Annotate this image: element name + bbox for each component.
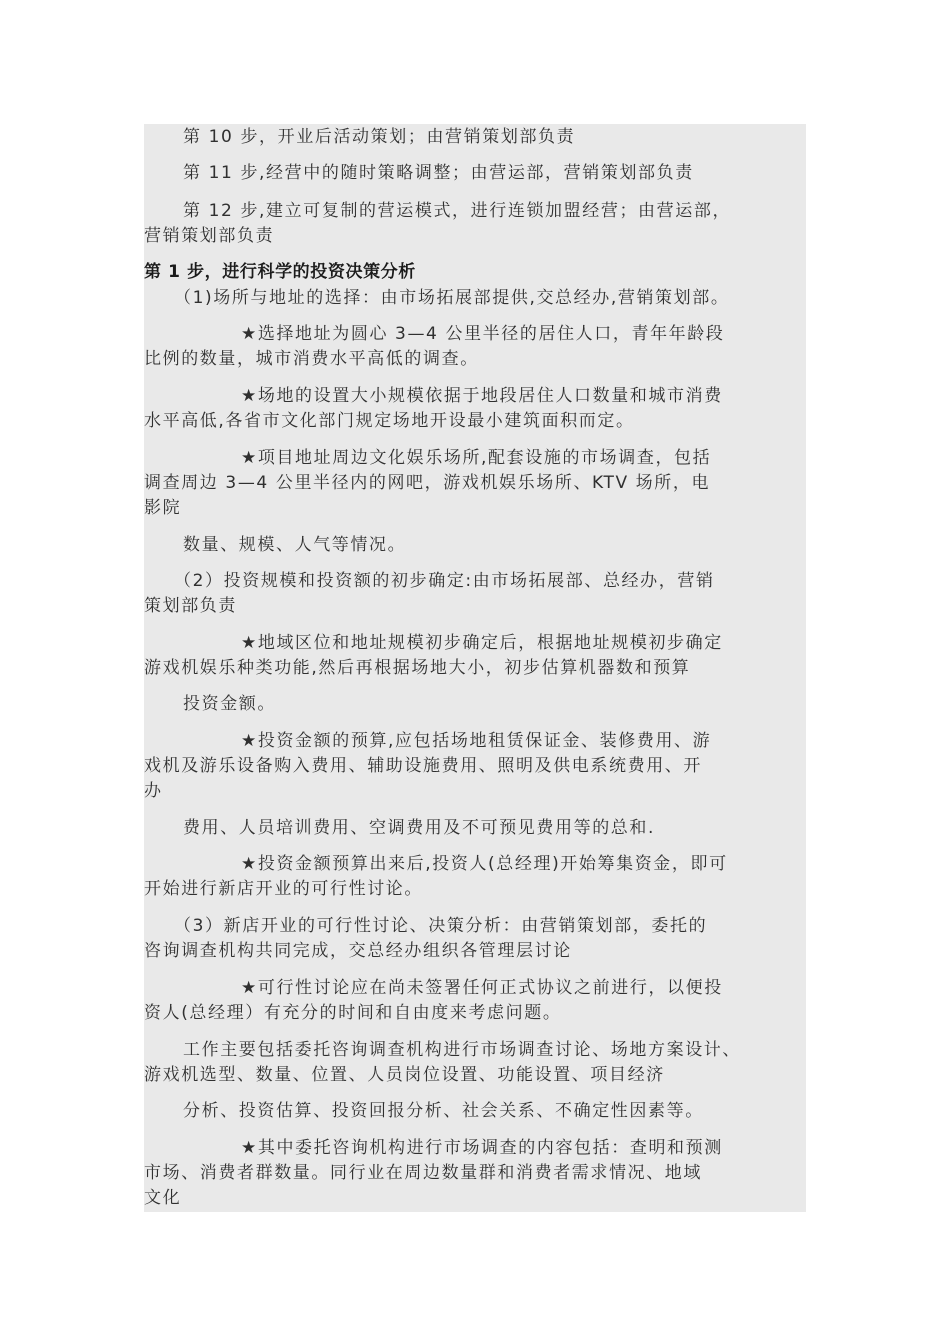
paragraph-step-10: 第 10 步，开业后活动策划；由营销策划部负责 — [183, 127, 576, 147]
paragraph-step-11: 第 11 步,经营中的随时策略调整；由营运部，营销策划部负责 — [183, 163, 694, 183]
bullet-line-cont: 资人(总经理）有充分的时间和自由度来考虑问题。 — [144, 1003, 562, 1023]
bullet-line: ★选择地址为圆心 3—4 公里半径的居住人口，青年年龄段 — [241, 324, 725, 344]
paragraph-line-cont: 游戏机选型、数量、位置、人员岗位设置、功能设置、项目经济 — [144, 1065, 665, 1085]
bullet-line: ★项目地址周边文化娱乐场所,配套设施的市场调查，包括 — [241, 448, 712, 468]
paragraph-line: 分析、投资估算、投资回报分析、社会关系、不确定性因素等。 — [183, 1101, 704, 1121]
bullet-line-cont: 水平高低,各省市文化部门规定场地开设最小建筑面积而定。 — [144, 411, 635, 431]
section-heading: 第 1 步，进行科学的投资决策分析 — [144, 262, 416, 282]
paragraph-step-12: 第 12 步,建立可复制的营运模式，进行连锁加盟经营；由营运部， — [183, 201, 732, 221]
paragraph-line: 数量、规模、人气等情况。 — [183, 535, 407, 555]
bullet-line-cont: 影院 — [144, 498, 182, 518]
paragraph-line: 工作主要包括委托咨询调查机构进行市场调查讨论、场地方案设计、 — [183, 1040, 741, 1060]
subsection-2-title: （2）投资规模和投资额的初步确定:由市场拓展部、总经办，营销 — [174, 571, 715, 591]
bullet-line-cont: 开始进行新店开业的可行性讨论。 — [144, 879, 423, 899]
bullet-line-cont: 文化 — [144, 1188, 182, 1208]
bullet-line: ★其中委托咨询机构进行市场调查的内容包括：查明和预测 — [241, 1138, 723, 1158]
paragraph-line: 投资金额。 — [183, 694, 276, 714]
bullet-line-cont: 办 — [144, 781, 163, 801]
bullet-line: ★场地的设置大小规模依据于地段居住人口数量和城市消费 — [241, 386, 723, 406]
bullet-line-cont: 游戏机娱乐种类功能,然后再根据场地大小，初步估算机器数和预算 — [144, 658, 691, 678]
subsection-2-title-cont: 策划部负责 — [144, 596, 237, 616]
subsection-3-title-cont: 咨询调查机构共同完成，交总经办组织各管理层讨论 — [144, 941, 572, 961]
bullet-line-cont: 调查周边 3—4 公里半径内的网吧，游戏机娱乐场所、KTV 场所，电 — [144, 473, 711, 493]
subsection-1-title: （1)场所与地址的选择：由市场拓展部提供,交总经办,营销策划部。 — [174, 288, 730, 308]
bullet-line: ★可行性讨论应在尚未签署任何正式协议之前进行，以便投 — [241, 978, 723, 998]
bullet-line: ★投资金额的预算,应包括场地租赁保证金、装修费用、游 — [241, 731, 712, 751]
bullet-line-cont: 比例的数量，城市消费水平高低的调查。 — [144, 349, 479, 369]
bullet-line: ★投资金额预算出来后,投资人(总经理)开始筹集资金，即可 — [241, 854, 728, 874]
paragraph-line: 费用、人员培训费用、空调费用及不可预见费用等的总和. — [183, 818, 656, 838]
bullet-line-cont: 市场、消费者群数量。同行业在周边数量群和消费者需求情况、地域 — [144, 1163, 702, 1183]
bullet-line: ★地域区位和地址规模初步确定后，根据地址规模初步确定 — [241, 633, 723, 653]
bullet-line-cont: 戏机及游乐设备购入费用、辅助设施费用、照明及供电系统费用、开 — [144, 756, 702, 776]
subsection-3-title: （3）新店开业的可行性讨论、决策分析：由营销策划部，委托的 — [174, 916, 708, 936]
paragraph-step-12-cont: 营销策划部负责 — [144, 226, 275, 246]
